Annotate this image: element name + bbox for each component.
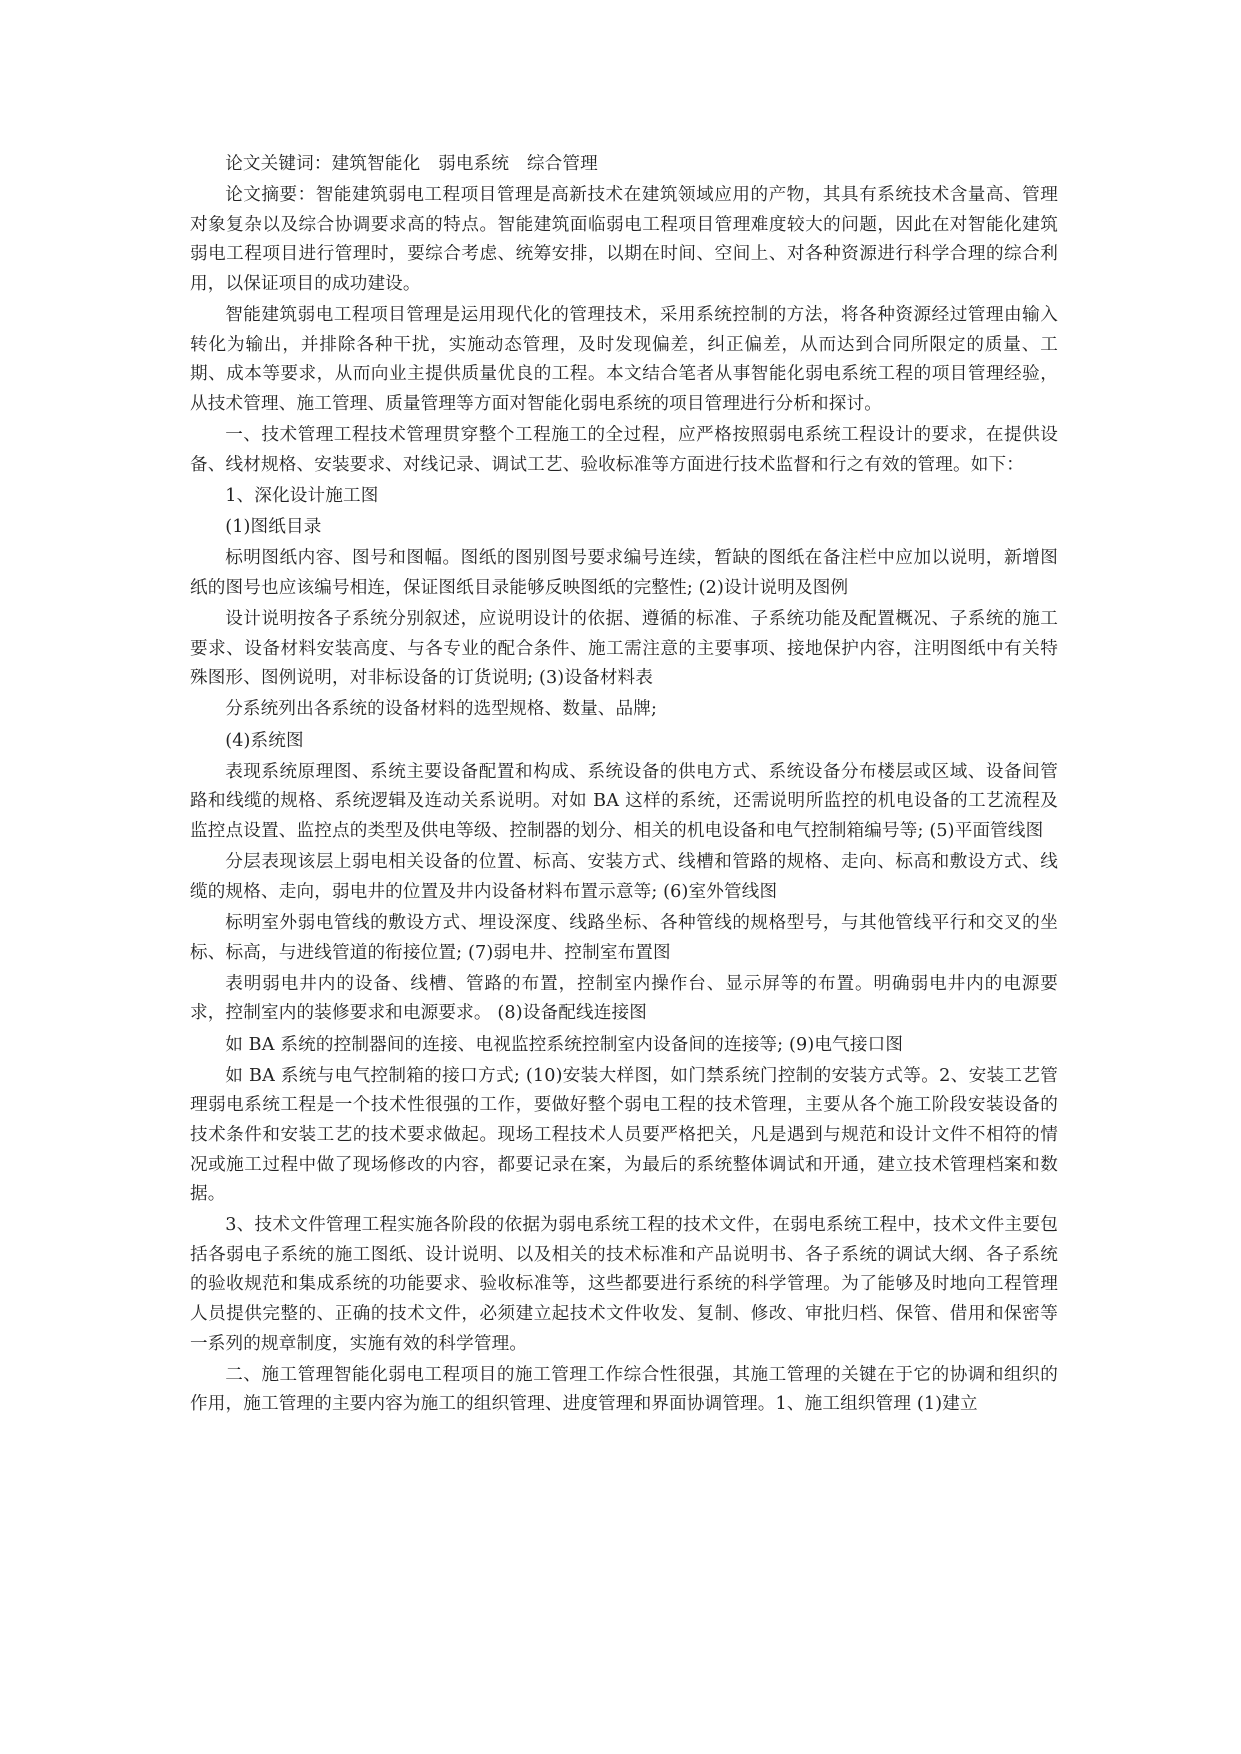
section-1-paragraph: 一、技术管理工程技术管理贯穿整个工程施工的全过程，应严格按照弱电系统工程设计的要求，在提供设备、线材规格、安装要求、对线记录、调试工艺、验收标准等方面进行技术监督和行之有效的管理。如下：	[190, 425, 1058, 475]
item-4-heading: (4)系统图	[225, 730, 304, 751]
document-page	[190, 150, 1058, 1422]
section-2-paragraph: 二、施工管理智能化弱电工程项目的施工管理工作综合性很强，其施工管理的关键在于它的协调和组织的作用，施工管理的主要内容为施工的组织管理、进度管理和界面协调管理。1、施工组织管理 (1)建立	[190, 1364, 1058, 1415]
body-paragraph: 分系统列出各系统的设备材料的选型规格、数量、品牌;	[225, 699, 658, 720]
body-paragraph: 标明图纸内容、图号和图幅。图纸的图别图号要求编号连续，暂缺的图纸在备注栏中应加以说明，新增图纸的图号也应该编号相连，保证图纸目录能够反映图纸的完整性; (2)设计说明及图例	[190, 548, 1058, 598]
body-paragraph: 设计说明按各子系统分别叙述，应说明设计的依据、遵循的标准、子系统功能及配置概况、子系统的施工要求、设备材料安装高度、与各专业的配合条件、施工需注意的主要事项、接地保护内容，注明图纸中有关特殊图形、图例说明，对非标设备的订货说明; (3)设备材料表	[190, 609, 1058, 689]
keywords-paragraph: 论文关键词：建筑智能化 弱电系统 综合管理	[225, 154, 598, 174]
body-paragraph: 标明室外弱电管线的敷设方式、埋设深度、线路坐标、各种管线的规格型号，与其他管线平行和交叉的坐标、标高，与进线管道的衔接位置; (7)弱电井、控制室布置图	[190, 912, 1058, 963]
item-1-heading: (1)图纸目录	[225, 517, 322, 538]
body-paragraph: 表明弱电井内的设备、线槽、管路的布置，控制室内操作台、显示屏等的布置。明确弱电井内的电源要求，控制室内的装修要求和电源要求。 (8)设备配线连接图	[190, 973, 1058, 1024]
body-paragraph: 如 BA 系统与电气控制箱的接口方式; (10)安装大样图，如门禁系统门控制的安装方式等。2、安装工艺管理弱电系统工程是一个技术性很强的工作，要做好整个弱电工程的技术管理，主要从各个施工阶段安装设备的技术条件和安装工艺的技术要求做起。现场工程技术人员要严格把关，凡是遇到与规范和设计文件不相符的情况或施工过程中做了现场修改的内容，都要记录在案，为最后的系统整体调试和开通，建立技术管理档案和数据。	[190, 1065, 1058, 1205]
intro-paragraph: 智能建筑弱电工程项目管理是运用现代化的管理技术，采用系统控制的方法，将各种资源经过管理由输入转化为输出，并排除各种干扰，实施动态管理，及时发现偏差，纠正偏差，从而达到合同所限定的质量、工期、成本等要求，从而向业主提供质量优良的工程。本文结合笔者从事智能化弱电系统工程的项目管理经验，从技术管理、施工管理、质量管理等方面对智能化弱电系统的项目管理进行分析和探讨。	[190, 305, 1058, 414]
body-paragraph: 分层表现该层上弱电相关设备的位置、标高、安装方式、线槽和管路的规格、走向、标高和敷设方式、线缆的规格、走向，弱电井的位置及井内设备材料布置示意等; (6)室外管线图	[190, 852, 1058, 902]
body-paragraph: 表现系统原理图、系统主要设备配置和构成、系统设备的供电方式、系统设备分布楼层或区域、设备间管路和线缆的规格、系统逻辑及连动关系说明。对如 BA 这样的系统，还需说明所监控的机电设备的工艺流程及监控点设置、监控点的类型及供电等级、控制器的划分、相关的机电设备和电气控制箱编号等; (5)平面管线图	[190, 761, 1058, 841]
subsection-1-heading: 1、深化设计施工图	[225, 485, 379, 506]
body-paragraph: 3、技术文件管理工程实施各阶段的依据为弱电系统工程的技术文件，在弱电系统工程中，技术文件主要包括各弱电子系统的施工图纸、设计说明、以及相关的技术标准和产品说明书、各子系统的调试大纲、各子系统的验收规范和集成系统的功能要求、验收标准等，这些都要进行系统的科学管理。为了能够及时地向工程管理人员提供完整的、正确的技术文件，必须建立起技术文件收发、复制、修改、审批归档、保管、借用和保密等一系列的规章制度，实施有效的科学管理。	[190, 1215, 1058, 1354]
body-paragraph: 如 BA 系统的控制器间的连接、电视监控系统控制室内设备间的连接等; (9)电气接口图	[225, 1034, 904, 1055]
abstract-paragraph: 论文摘要：智能建筑弱电工程项目管理是高新技术在建筑领域应用的产物，其具有系统技术含量高、管理对象复杂以及综合协调要求高的特点。智能建筑面临弱电工程项目管理难度较大的问题，因此在对智能化建筑弱电工程项目进行管理时，要综合考虑、统筹安排，以期在时间、空间上、对各种资源进行科学合理的综合利用，以保证项目的成功建设。	[190, 185, 1058, 294]
